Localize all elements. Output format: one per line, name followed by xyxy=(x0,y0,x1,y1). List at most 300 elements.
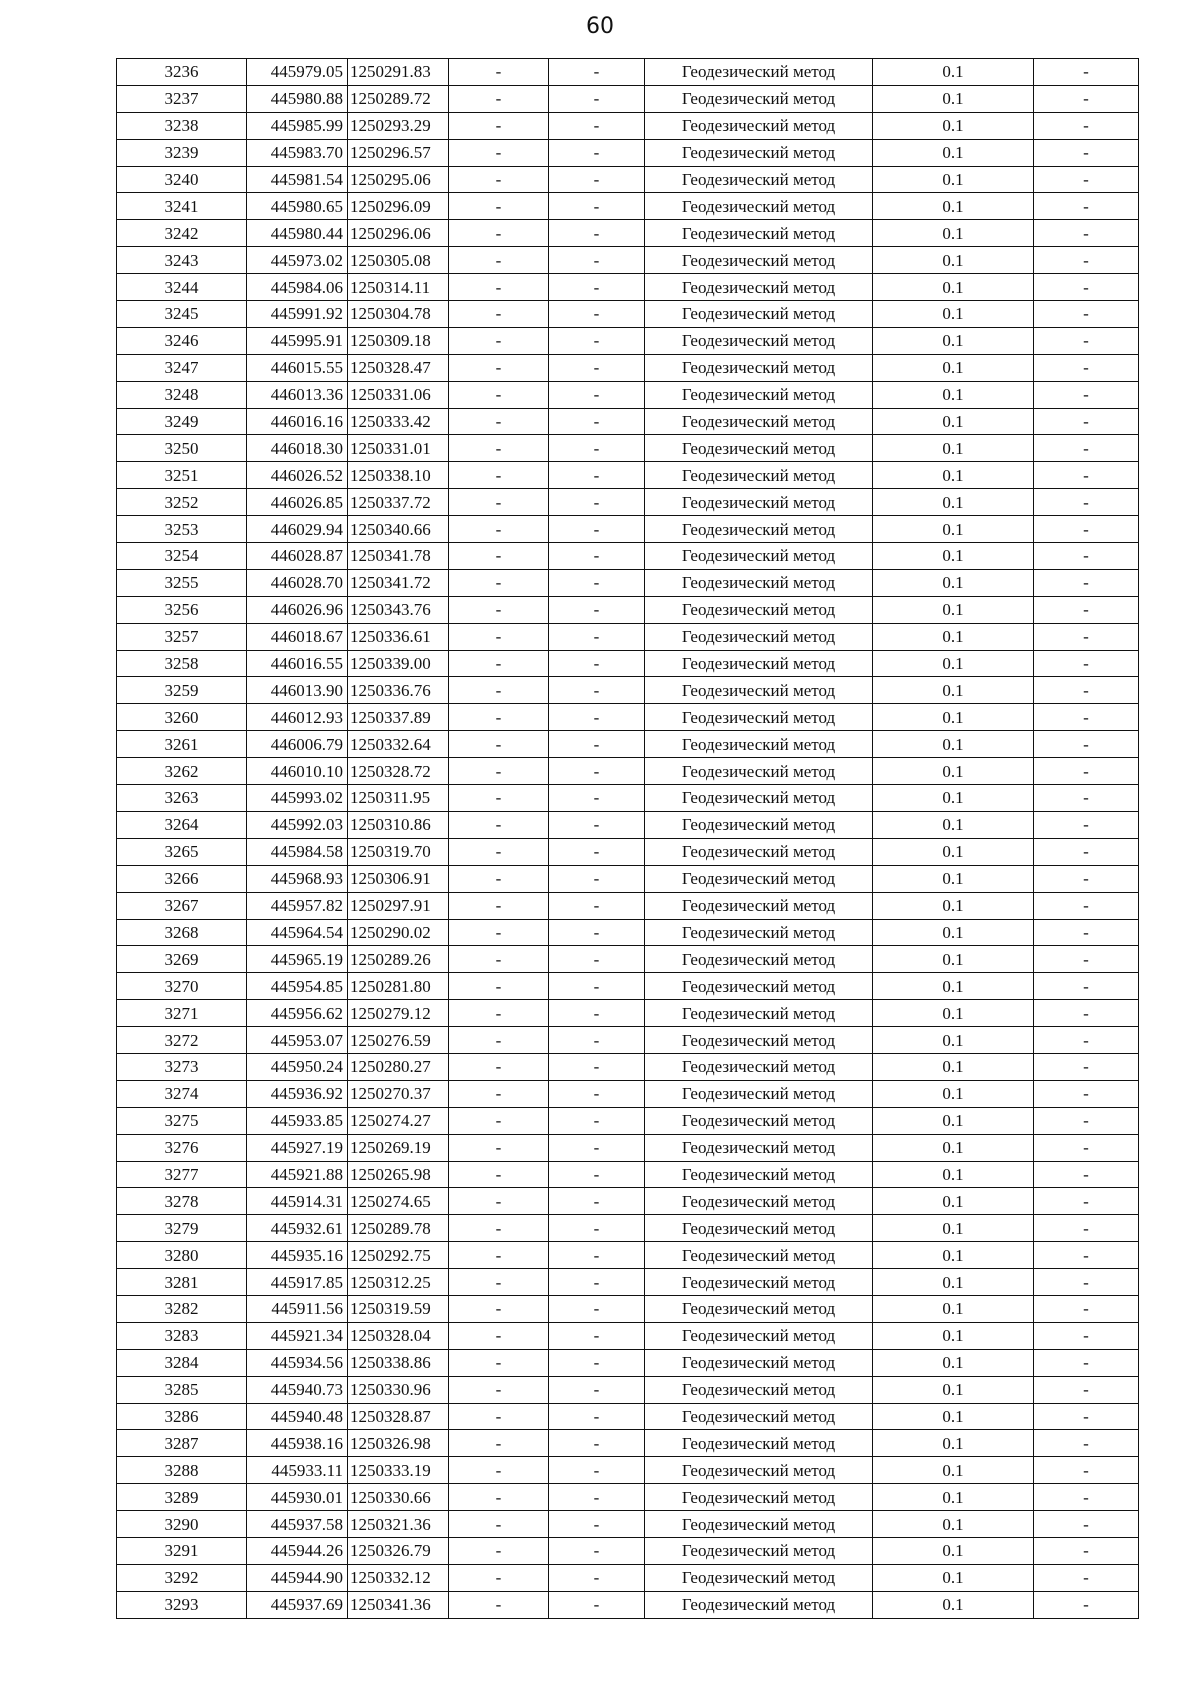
x-coordinate-cell: 446015.55 xyxy=(247,354,348,381)
empty-cell-2: - xyxy=(549,1564,645,1591)
empty-cell-1: - xyxy=(449,865,549,892)
x-coordinate-cell: 445979.05 xyxy=(247,59,348,86)
y-coordinate-cell: 1250326.98 xyxy=(348,1430,449,1457)
table-row xyxy=(117,1430,1139,1457)
accuracy-cell: 0.1 xyxy=(873,1161,1034,1188)
method-cell: Геодезический метод xyxy=(645,677,873,704)
point-number-cell: 3285 xyxy=(117,1376,247,1403)
table-row xyxy=(117,354,1139,381)
empty-cell-3: - xyxy=(1034,1591,1139,1618)
empty-cell-2: - xyxy=(549,892,645,919)
y-coordinate-cell: 1250295.06 xyxy=(348,166,449,193)
accuracy-cell: 0.1 xyxy=(873,301,1034,328)
empty-cell-3: - xyxy=(1034,274,1139,301)
method-cell: Геодезический метод xyxy=(645,301,873,328)
empty-cell-1: - xyxy=(449,1161,549,1188)
y-coordinate-cell: 1250333.42 xyxy=(348,408,449,435)
method-cell: Геодезический метод xyxy=(645,1161,873,1188)
point-number-cell: 3241 xyxy=(117,193,247,220)
table-row xyxy=(117,139,1139,166)
empty-cell-2: - xyxy=(549,1430,645,1457)
accuracy-cell: 0.1 xyxy=(873,785,1034,812)
empty-cell-2: - xyxy=(549,59,645,86)
point-number-cell: 3269 xyxy=(117,946,247,973)
y-coordinate-cell: 1250336.61 xyxy=(348,623,449,650)
accuracy-cell: 0.1 xyxy=(873,1295,1034,1322)
point-number-cell: 3268 xyxy=(117,919,247,946)
table-row xyxy=(117,1269,1139,1296)
x-coordinate-cell: 445933.11 xyxy=(247,1457,348,1484)
empty-cell-1: - xyxy=(449,650,549,677)
accuracy-cell: 0.1 xyxy=(873,1511,1034,1538)
table-row xyxy=(117,516,1139,543)
y-coordinate-cell: 1250304.78 xyxy=(348,301,449,328)
point-number-cell: 3276 xyxy=(117,1134,247,1161)
y-coordinate-cell: 1250337.89 xyxy=(348,704,449,731)
x-coordinate-cell: 445927.19 xyxy=(247,1134,348,1161)
table-row xyxy=(117,112,1139,139)
y-coordinate-cell: 1250328.47 xyxy=(348,354,449,381)
empty-cell-2: - xyxy=(549,1134,645,1161)
y-coordinate-cell: 1250333.19 xyxy=(348,1457,449,1484)
empty-cell-2: - xyxy=(549,1349,645,1376)
empty-cell-2: - xyxy=(549,1000,645,1027)
point-number-cell: 3282 xyxy=(117,1295,247,1322)
empty-cell-3: - xyxy=(1034,596,1139,623)
empty-cell-2: - xyxy=(549,462,645,489)
empty-cell-2: - xyxy=(549,112,645,139)
method-cell: Геодезический метод xyxy=(645,650,873,677)
empty-cell-2: - xyxy=(549,865,645,892)
x-coordinate-cell: 445985.99 xyxy=(247,112,348,139)
empty-cell-3: - xyxy=(1034,892,1139,919)
empty-cell-2: - xyxy=(549,1215,645,1242)
x-coordinate-cell: 445940.48 xyxy=(247,1403,348,1430)
empty-cell-2: - xyxy=(549,919,645,946)
point-number-cell: 3255 xyxy=(117,569,247,596)
empty-cell-1: - xyxy=(449,301,549,328)
empty-cell-3: - xyxy=(1034,623,1139,650)
accuracy-cell: 0.1 xyxy=(873,112,1034,139)
table-row xyxy=(117,785,1139,812)
table-row xyxy=(117,85,1139,112)
empty-cell-1: - xyxy=(449,973,549,1000)
table-row xyxy=(117,220,1139,247)
accuracy-cell: 0.1 xyxy=(873,462,1034,489)
method-cell: Геодезический метод xyxy=(645,1295,873,1322)
empty-cell-2: - xyxy=(549,704,645,731)
empty-cell-3: - xyxy=(1034,327,1139,354)
empty-cell-3: - xyxy=(1034,1484,1139,1511)
empty-cell-3: - xyxy=(1034,704,1139,731)
empty-cell-3: - xyxy=(1034,811,1139,838)
x-coordinate-cell: 446013.36 xyxy=(247,381,348,408)
empty-cell-1: - xyxy=(449,596,549,623)
point-number-cell: 3275 xyxy=(117,1107,247,1134)
accuracy-cell: 0.1 xyxy=(873,408,1034,435)
empty-cell-3: - xyxy=(1034,838,1139,865)
y-coordinate-cell: 1250280.27 xyxy=(348,1053,449,1080)
point-number-cell: 3237 xyxy=(117,85,247,112)
point-number-cell: 3262 xyxy=(117,758,247,785)
empty-cell-2: - xyxy=(549,435,645,462)
y-coordinate-cell: 1250274.27 xyxy=(348,1107,449,1134)
y-coordinate-cell: 1250305.08 xyxy=(348,247,449,274)
y-coordinate-cell: 1250338.10 xyxy=(348,462,449,489)
table-row xyxy=(117,1457,1139,1484)
accuracy-cell: 0.1 xyxy=(873,596,1034,623)
point-number-cell: 3266 xyxy=(117,865,247,892)
table-row xyxy=(117,435,1139,462)
empty-cell-3: - xyxy=(1034,1107,1139,1134)
empty-cell-3: - xyxy=(1034,569,1139,596)
empty-cell-2: - xyxy=(549,623,645,650)
empty-cell-1: - xyxy=(449,139,549,166)
table-row xyxy=(117,1511,1139,1538)
empty-cell-3: - xyxy=(1034,516,1139,543)
y-coordinate-cell: 1250281.80 xyxy=(348,973,449,1000)
point-number-cell: 3248 xyxy=(117,381,247,408)
empty-cell-3: - xyxy=(1034,166,1139,193)
x-coordinate-cell: 445932.61 xyxy=(247,1215,348,1242)
point-number-cell: 3263 xyxy=(117,785,247,812)
accuracy-cell: 0.1 xyxy=(873,1215,1034,1242)
point-number-cell: 3288 xyxy=(117,1457,247,1484)
empty-cell-1: - xyxy=(449,892,549,919)
x-coordinate-cell: 446018.30 xyxy=(247,435,348,462)
x-coordinate-cell: 446016.55 xyxy=(247,650,348,677)
table-row xyxy=(117,381,1139,408)
x-coordinate-cell: 445980.44 xyxy=(247,220,348,247)
y-coordinate-cell: 1250328.04 xyxy=(348,1322,449,1349)
empty-cell-1: - xyxy=(449,1295,549,1322)
empty-cell-1: - xyxy=(449,354,549,381)
empty-cell-2: - xyxy=(549,811,645,838)
empty-cell-2: - xyxy=(549,408,645,435)
y-coordinate-cell: 1250296.06 xyxy=(348,220,449,247)
y-coordinate-cell: 1250330.66 xyxy=(348,1484,449,1511)
method-cell: Геодезический метод xyxy=(645,1053,873,1080)
empty-cell-2: - xyxy=(549,1537,645,1564)
empty-cell-3: - xyxy=(1034,1349,1139,1376)
accuracy-cell: 0.1 xyxy=(873,838,1034,865)
empty-cell-1: - xyxy=(449,516,549,543)
accuracy-cell: 0.1 xyxy=(873,1457,1034,1484)
table-row xyxy=(117,704,1139,731)
empty-cell-1: - xyxy=(449,274,549,301)
point-number-cell: 3292 xyxy=(117,1564,247,1591)
method-cell: Геодезический метод xyxy=(645,274,873,301)
point-number-cell: 3240 xyxy=(117,166,247,193)
accuracy-cell: 0.1 xyxy=(873,704,1034,731)
y-coordinate-cell: 1250328.72 xyxy=(348,758,449,785)
point-number-cell: 3257 xyxy=(117,623,247,650)
point-number-cell: 3291 xyxy=(117,1537,247,1564)
table-row xyxy=(117,489,1139,516)
method-cell: Геодезический метод xyxy=(645,166,873,193)
y-coordinate-cell: 1250341.36 xyxy=(348,1591,449,1618)
x-coordinate-cell: 445973.02 xyxy=(247,247,348,274)
x-coordinate-cell: 445957.82 xyxy=(247,892,348,919)
y-coordinate-cell: 1250293.29 xyxy=(348,112,449,139)
point-number-cell: 3238 xyxy=(117,112,247,139)
y-coordinate-cell: 1250321.36 xyxy=(348,1511,449,1538)
empty-cell-1: - xyxy=(449,1188,549,1215)
empty-cell-1: - xyxy=(449,1215,549,1242)
accuracy-cell: 0.1 xyxy=(873,1403,1034,1430)
accuracy-cell: 0.1 xyxy=(873,516,1034,543)
y-coordinate-cell: 1250319.70 xyxy=(348,838,449,865)
empty-cell-3: - xyxy=(1034,1322,1139,1349)
point-number-cell: 3264 xyxy=(117,811,247,838)
x-coordinate-cell: 445914.31 xyxy=(247,1188,348,1215)
accuracy-cell: 0.1 xyxy=(873,1484,1034,1511)
x-coordinate-cell: 445935.16 xyxy=(247,1242,348,1269)
table-row xyxy=(117,1134,1139,1161)
method-cell: Геодезический метод xyxy=(645,731,873,758)
x-coordinate-cell: 445980.65 xyxy=(247,193,348,220)
empty-cell-2: - xyxy=(549,1295,645,1322)
table-row xyxy=(117,1403,1139,1430)
y-coordinate-cell: 1250279.12 xyxy=(348,1000,449,1027)
y-coordinate-cell: 1250336.76 xyxy=(348,677,449,704)
empty-cell-2: - xyxy=(549,1053,645,1080)
x-coordinate-cell: 445993.02 xyxy=(247,785,348,812)
empty-cell-2: - xyxy=(549,1161,645,1188)
empty-cell-3: - xyxy=(1034,1295,1139,1322)
empty-cell-1: - xyxy=(449,1430,549,1457)
table-row xyxy=(117,327,1139,354)
empty-cell-1: - xyxy=(449,758,549,785)
table-row xyxy=(117,892,1139,919)
accuracy-cell: 0.1 xyxy=(873,1269,1034,1296)
page-number: 60 xyxy=(586,14,614,39)
x-coordinate-cell: 446010.10 xyxy=(247,758,348,785)
table-row xyxy=(117,650,1139,677)
x-coordinate-cell: 445938.16 xyxy=(247,1430,348,1457)
table-row xyxy=(117,623,1139,650)
empty-cell-2: - xyxy=(549,247,645,274)
x-coordinate-cell: 445944.26 xyxy=(247,1537,348,1564)
x-coordinate-cell: 445983.70 xyxy=(247,139,348,166)
table-row xyxy=(117,569,1139,596)
empty-cell-1: - xyxy=(449,1537,549,1564)
y-coordinate-cell: 1250330.96 xyxy=(348,1376,449,1403)
empty-cell-1: - xyxy=(449,704,549,731)
y-coordinate-cell: 1250338.86 xyxy=(348,1349,449,1376)
method-cell: Геодезический метод xyxy=(645,1349,873,1376)
empty-cell-3: - xyxy=(1034,462,1139,489)
empty-cell-1: - xyxy=(449,193,549,220)
y-coordinate-cell: 1250270.37 xyxy=(348,1080,449,1107)
table-row xyxy=(117,1215,1139,1242)
method-cell: Геодезический метод xyxy=(645,543,873,570)
y-coordinate-cell: 1250332.64 xyxy=(348,731,449,758)
x-coordinate-cell: 446026.85 xyxy=(247,489,348,516)
table-row xyxy=(117,408,1139,435)
empty-cell-1: - xyxy=(449,1591,549,1618)
accuracy-cell: 0.1 xyxy=(873,139,1034,166)
empty-cell-2: - xyxy=(549,731,645,758)
method-cell: Геодезический метод xyxy=(645,1591,873,1618)
point-number-cell: 3245 xyxy=(117,301,247,328)
point-number-cell: 3249 xyxy=(117,408,247,435)
empty-cell-3: - xyxy=(1034,1269,1139,1296)
table-row xyxy=(117,1322,1139,1349)
x-coordinate-cell: 446018.67 xyxy=(247,623,348,650)
empty-cell-2: - xyxy=(549,973,645,1000)
point-number-cell: 3279 xyxy=(117,1215,247,1242)
point-number-cell: 3293 xyxy=(117,1591,247,1618)
x-coordinate-cell: 445937.69 xyxy=(247,1591,348,1618)
method-cell: Геодезический метод xyxy=(645,139,873,166)
y-coordinate-cell: 1250306.91 xyxy=(348,865,449,892)
table-row xyxy=(117,1537,1139,1564)
point-number-cell: 3250 xyxy=(117,435,247,462)
empty-cell-2: - xyxy=(549,193,645,220)
empty-cell-2: - xyxy=(549,1269,645,1296)
table-row xyxy=(117,1080,1139,1107)
empty-cell-3: - xyxy=(1034,731,1139,758)
y-coordinate-cell: 1250331.01 xyxy=(348,435,449,462)
empty-cell-1: - xyxy=(449,220,549,247)
point-number-cell: 3252 xyxy=(117,489,247,516)
x-coordinate-cell: 446013.90 xyxy=(247,677,348,704)
x-coordinate-cell: 445984.58 xyxy=(247,838,348,865)
empty-cell-3: - xyxy=(1034,354,1139,381)
method-cell: Геодезический метод xyxy=(645,1215,873,1242)
x-coordinate-cell: 445984.06 xyxy=(247,274,348,301)
accuracy-cell: 0.1 xyxy=(873,220,1034,247)
empty-cell-1: - xyxy=(449,1484,549,1511)
y-coordinate-cell: 1250340.66 xyxy=(348,516,449,543)
table-row xyxy=(117,596,1139,623)
method-cell: Геодезический метод xyxy=(645,381,873,408)
method-cell: Геодезический метод xyxy=(645,1080,873,1107)
method-cell: Геодезический метод xyxy=(645,892,873,919)
table-row xyxy=(117,677,1139,704)
table-row xyxy=(117,1376,1139,1403)
y-coordinate-cell: 1250319.59 xyxy=(348,1295,449,1322)
method-cell: Геодезический метод xyxy=(645,1376,873,1403)
empty-cell-2: - xyxy=(549,1322,645,1349)
empty-cell-1: - xyxy=(449,85,549,112)
empty-cell-1: - xyxy=(449,408,549,435)
point-number-cell: 3239 xyxy=(117,139,247,166)
x-coordinate-cell: 445940.73 xyxy=(247,1376,348,1403)
accuracy-cell: 0.1 xyxy=(873,569,1034,596)
empty-cell-1: - xyxy=(449,785,549,812)
empty-cell-2: - xyxy=(549,838,645,865)
point-number-cell: 3247 xyxy=(117,354,247,381)
x-coordinate-cell: 445933.85 xyxy=(247,1107,348,1134)
y-coordinate-cell: 1250314.11 xyxy=(348,274,449,301)
accuracy-cell: 0.1 xyxy=(873,1242,1034,1269)
method-cell: Геодезический метод xyxy=(645,85,873,112)
x-coordinate-cell: 445956.62 xyxy=(247,1000,348,1027)
empty-cell-2: - xyxy=(549,381,645,408)
empty-cell-2: - xyxy=(549,1484,645,1511)
empty-cell-2: - xyxy=(549,596,645,623)
empty-cell-1: - xyxy=(449,1080,549,1107)
y-coordinate-cell: 1250309.18 xyxy=(348,327,449,354)
x-coordinate-cell: 445921.34 xyxy=(247,1322,348,1349)
empty-cell-3: - xyxy=(1034,1080,1139,1107)
table-row xyxy=(117,543,1139,570)
method-cell: Геодезический метод xyxy=(645,1269,873,1296)
method-cell: Геодезический метод xyxy=(645,919,873,946)
y-coordinate-cell: 1250296.57 xyxy=(348,139,449,166)
table-row xyxy=(117,1027,1139,1054)
x-coordinate-cell: 445965.19 xyxy=(247,946,348,973)
y-coordinate-cell: 1250341.78 xyxy=(348,543,449,570)
method-cell: Геодезический метод xyxy=(645,865,873,892)
x-coordinate-cell: 445950.24 xyxy=(247,1053,348,1080)
method-cell: Геодезический метод xyxy=(645,193,873,220)
x-coordinate-cell: 445911.56 xyxy=(247,1295,348,1322)
table-row xyxy=(117,247,1139,274)
accuracy-cell: 0.1 xyxy=(873,166,1034,193)
empty-cell-2: - xyxy=(549,139,645,166)
method-cell: Геодезический метод xyxy=(645,946,873,973)
point-number-cell: 3271 xyxy=(117,1000,247,1027)
x-coordinate-cell: 445930.01 xyxy=(247,1484,348,1511)
table-row xyxy=(117,1484,1139,1511)
accuracy-cell: 0.1 xyxy=(873,623,1034,650)
accuracy-cell: 0.1 xyxy=(873,1430,1034,1457)
empty-cell-1: - xyxy=(449,462,549,489)
empty-cell-3: - xyxy=(1034,1188,1139,1215)
y-coordinate-cell: 1250311.95 xyxy=(348,785,449,812)
empty-cell-3: - xyxy=(1034,543,1139,570)
y-coordinate-cell: 1250274.65 xyxy=(348,1188,449,1215)
accuracy-cell: 0.1 xyxy=(873,1107,1034,1134)
accuracy-cell: 0.1 xyxy=(873,247,1034,274)
empty-cell-3: - xyxy=(1034,381,1139,408)
accuracy-cell: 0.1 xyxy=(873,1349,1034,1376)
empty-cell-3: - xyxy=(1034,677,1139,704)
coordinates-table xyxy=(116,58,1139,1619)
x-coordinate-cell: 445968.93 xyxy=(247,865,348,892)
accuracy-cell: 0.1 xyxy=(873,758,1034,785)
empty-cell-1: - xyxy=(449,1564,549,1591)
y-coordinate-cell: 1250290.02 xyxy=(348,919,449,946)
method-cell: Геодезический метод xyxy=(645,247,873,274)
method-cell: Геодезический метод xyxy=(645,1511,873,1538)
empty-cell-1: - xyxy=(449,677,549,704)
y-coordinate-cell: 1250341.72 xyxy=(348,569,449,596)
empty-cell-2: - xyxy=(549,1457,645,1484)
x-coordinate-cell: 446028.87 xyxy=(247,543,348,570)
empty-cell-2: - xyxy=(549,220,645,247)
x-coordinate-cell: 445995.91 xyxy=(247,327,348,354)
empty-cell-3: - xyxy=(1034,1242,1139,1269)
table-row xyxy=(117,811,1139,838)
empty-cell-3: - xyxy=(1034,1403,1139,1430)
empty-cell-1: - xyxy=(449,1457,549,1484)
empty-cell-1: - xyxy=(449,1349,549,1376)
y-coordinate-cell: 1250343.76 xyxy=(348,596,449,623)
point-number-cell: 3261 xyxy=(117,731,247,758)
point-number-cell: 3258 xyxy=(117,650,247,677)
method-cell: Геодезический метод xyxy=(645,408,873,435)
x-coordinate-cell: 445992.03 xyxy=(247,811,348,838)
empty-cell-1: - xyxy=(449,166,549,193)
x-coordinate-cell: 445934.56 xyxy=(247,1349,348,1376)
point-number-cell: 3256 xyxy=(117,596,247,623)
accuracy-cell: 0.1 xyxy=(873,193,1034,220)
point-number-cell: 3243 xyxy=(117,247,247,274)
